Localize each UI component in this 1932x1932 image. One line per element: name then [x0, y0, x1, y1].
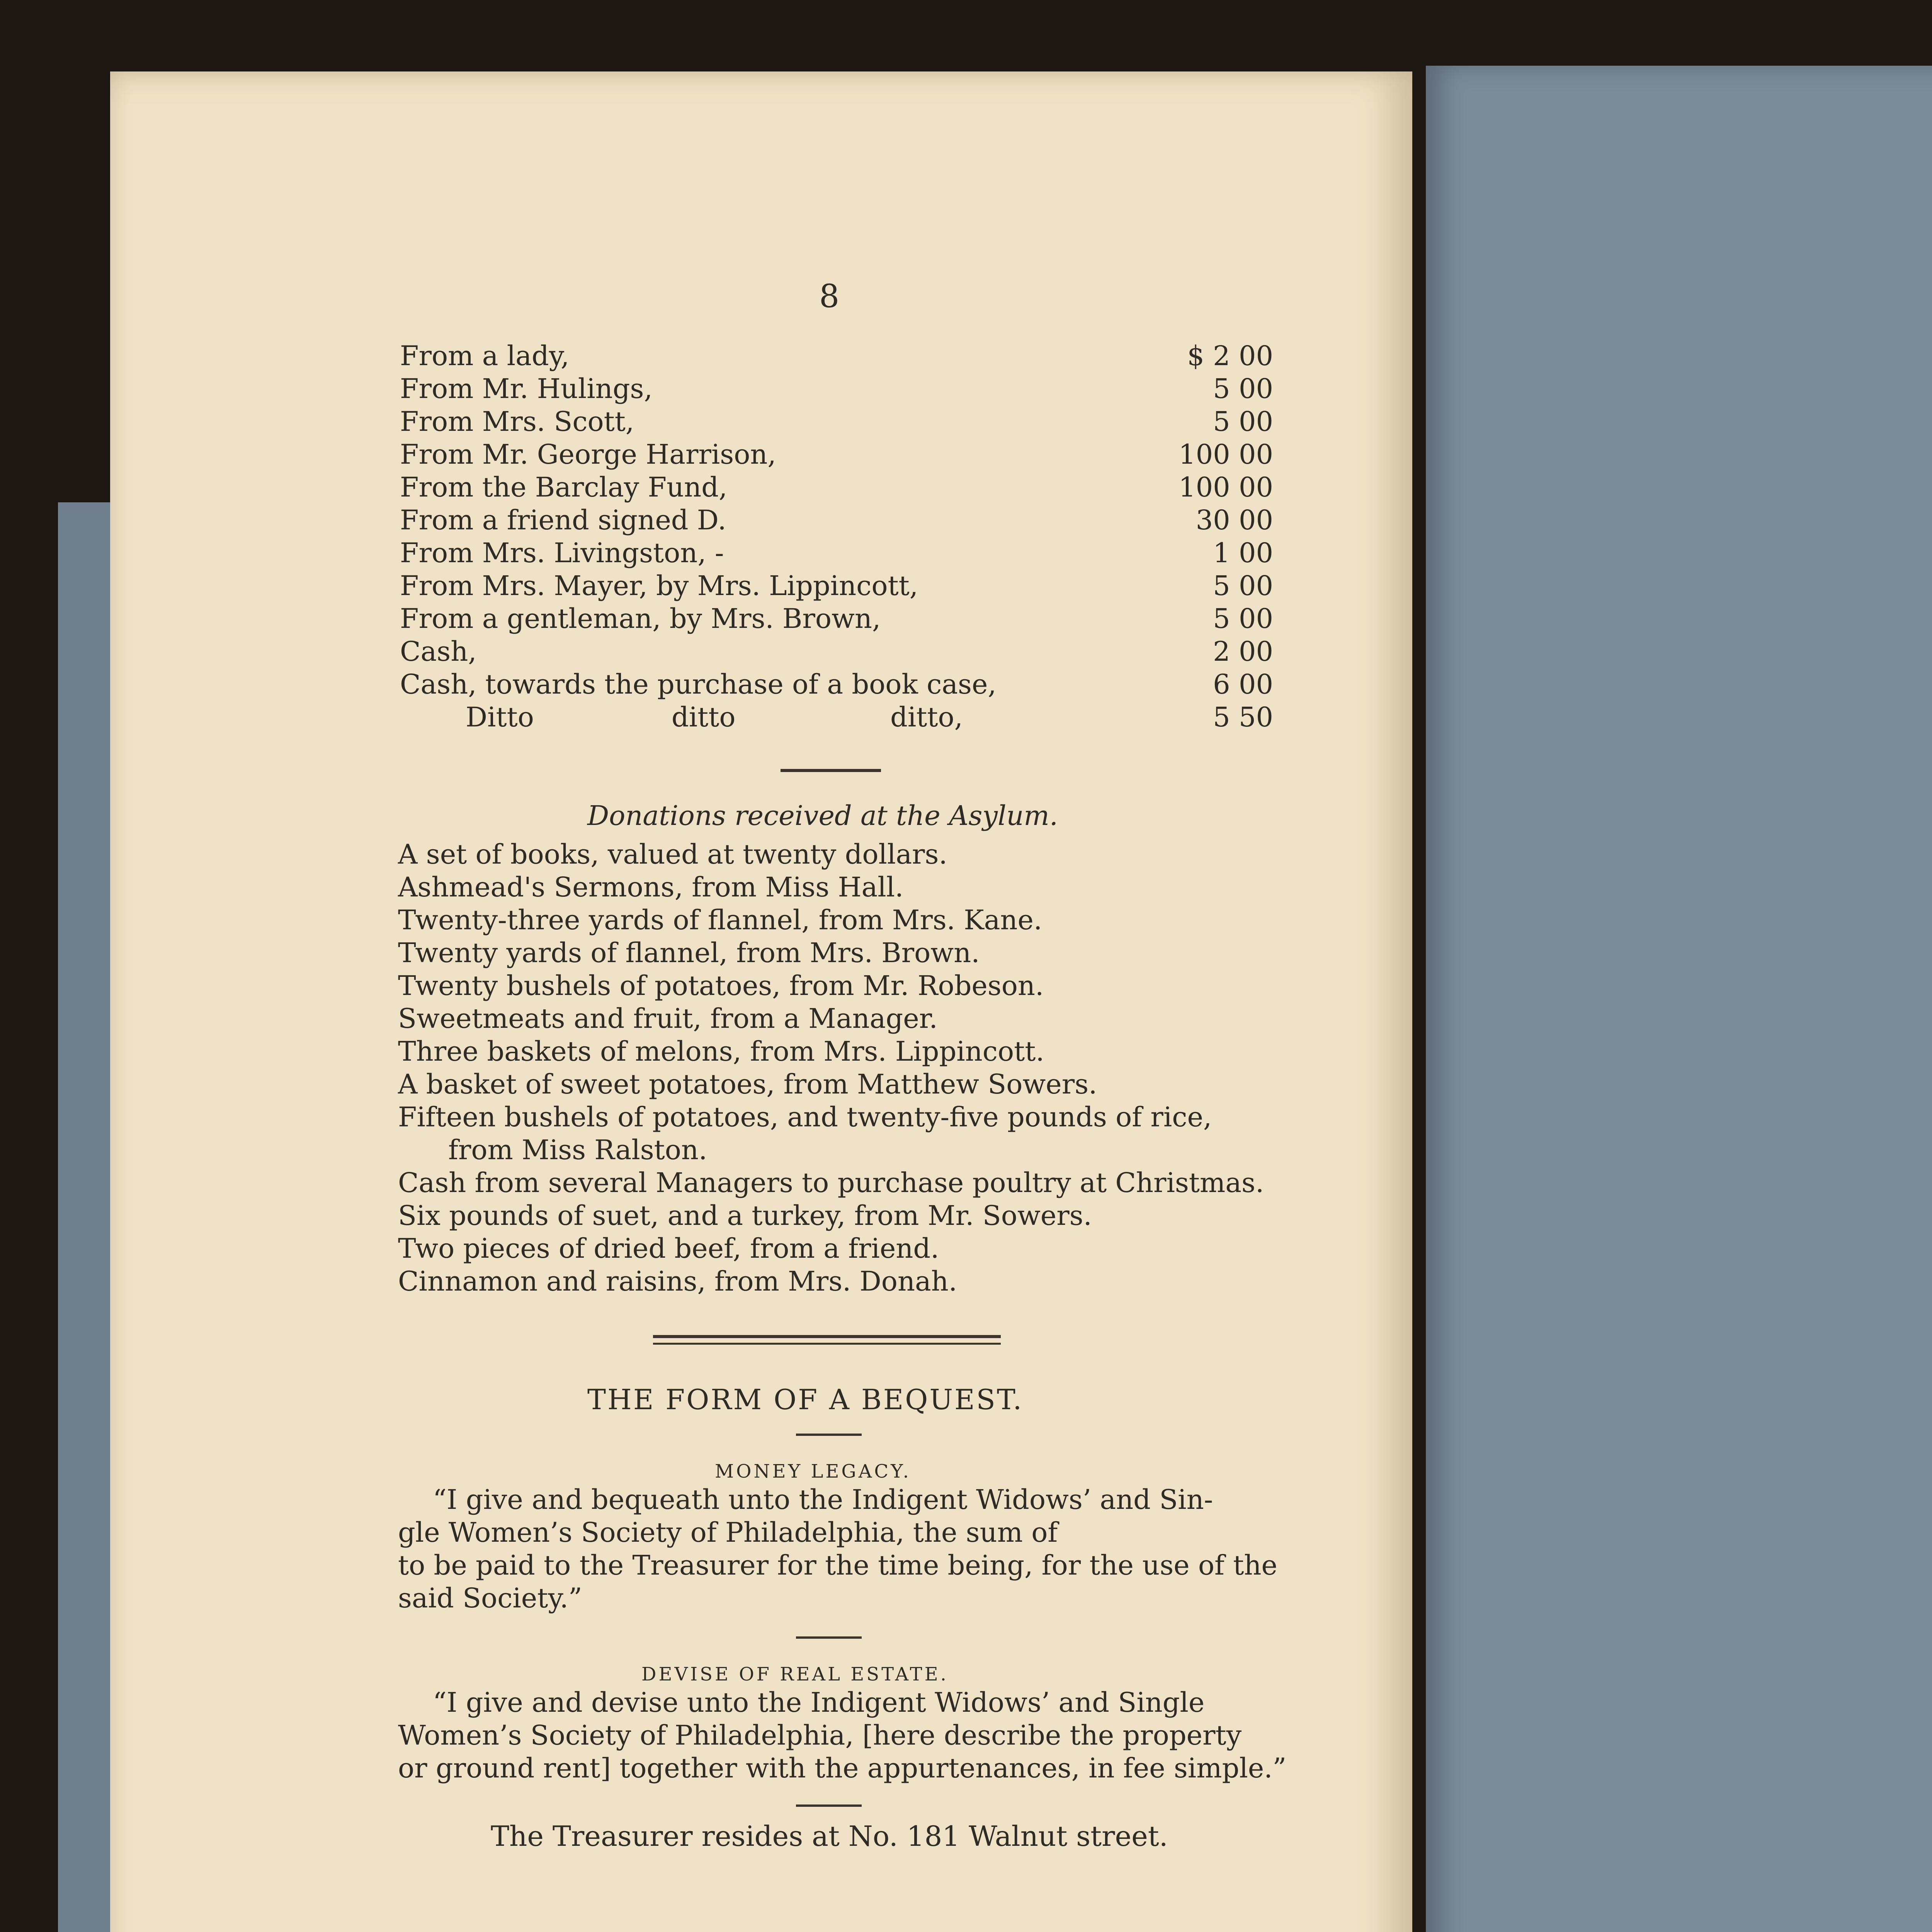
receipt-row: From Mrs. Livingston, - 1 00: [400, 537, 1273, 569]
donation-item: A basket of sweet potatoes, from Matthew Sowers.: [398, 1068, 1097, 1100]
receipt-row: Cash, 2 00: [400, 636, 1273, 667]
receipt-row: Cash, towards the purchase of a book case, 6 00: [400, 668, 1273, 700]
receipt-row: Ditto ditto ditto, 5 50: [466, 701, 1273, 733]
real-estate-line: Women’s Society of Philadelphia, [here describe the property: [398, 1719, 1242, 1751]
page-number: 8: [819, 278, 840, 315]
short-divider: [796, 1804, 862, 1807]
money-legacy-line: gle Women’s Society of Philadelphia, the sum of: [398, 1517, 1058, 1548]
receipt-row: From a lady, $ 2 00: [400, 340, 1273, 372]
donation-item: Sweetmeats and fruit, from a Manager.: [398, 1003, 938, 1034]
real-estate-line: “I give and devise unto the Indigent Widows’ and Single: [433, 1687, 1205, 1718]
donation-item: Cash from several Managers to purchase poultry at Christmas.: [398, 1167, 1264, 1199]
donation-item: Three baskets of melons, from Mrs. Lippincott.: [398, 1036, 1044, 1067]
money-legacy-heading: MONEY LEGACY.: [715, 1461, 911, 1482]
receipt-row: From Mr. Hulings, 5 00: [400, 373, 1273, 405]
donation-item: from Miss Ralston.: [448, 1134, 707, 1166]
receipt-row: From Mrs. Mayer, by Mrs. Lippincott, 5 00: [400, 570, 1273, 602]
real-estate-line: or ground rent] together with the appurtenances, in fee simple.”: [398, 1752, 1287, 1784]
receipt-row: From the Barclay Fund, 100 00: [400, 471, 1273, 503]
bequest-title: THE FORM OF A BEQUEST.: [587, 1383, 1024, 1416]
double-rule-bottom: [653, 1343, 1001, 1345]
money-legacy-line: “I give and bequeath unto the Indigent Widows’ and Sin-: [433, 1484, 1213, 1515]
donation-item: A set of books, valued at twenty dollars.: [398, 838, 947, 870]
short-divider: [796, 1636, 862, 1639]
receipt-row: From a gentleman, by Mrs. Brown, 5 00: [400, 603, 1273, 634]
donation-item: Cinnamon and raisins, from Mrs. Donah.: [398, 1265, 957, 1297]
donation-item: Ashmead's Sermons, from Miss Hall.: [398, 871, 904, 903]
donation-item: Two pieces of dried beef, from a friend.: [398, 1233, 939, 1264]
money-legacy-line: said Society.”: [398, 1582, 582, 1614]
donation-item: Twenty bushels of potatoes, from Mr. Robeson.: [398, 970, 1044, 1002]
treasurer-note: The Treasurer resides at No. 181 Walnut street.: [491, 1820, 1168, 1852]
short-divider: [796, 1434, 862, 1436]
donation-item: Fifteen bushels of potatoes, and twenty-five pounds of rice,: [398, 1101, 1212, 1133]
receipt-row: From Mrs. Scott, 5 00: [400, 406, 1273, 437]
donations-heading: Donations received at the Asylum.: [587, 800, 1058, 832]
real-estate-heading: DEVISE OF REAL ESTATE.: [641, 1663, 949, 1685]
double-rule-top: [653, 1335, 1001, 1338]
donation-item: Six pounds of suet, and a turkey, from Mr. Sowers.: [398, 1200, 1092, 1231]
donation-item: Twenty-three yards of flannel, from Mrs. Kane.: [398, 904, 1043, 936]
donation-item: Twenty yards of flannel, from Mrs. Brown.: [398, 937, 980, 969]
section-divider: [781, 769, 881, 772]
receipt-row: From Mr. George Harrison, 100 00: [400, 439, 1273, 470]
receipt-row: From a friend signed D. 30 00: [400, 504, 1273, 536]
blue-cover-page: [1426, 66, 1932, 1932]
money-legacy-line: to be paid to the Treasurer for the time being, for the use of the: [398, 1549, 1277, 1581]
